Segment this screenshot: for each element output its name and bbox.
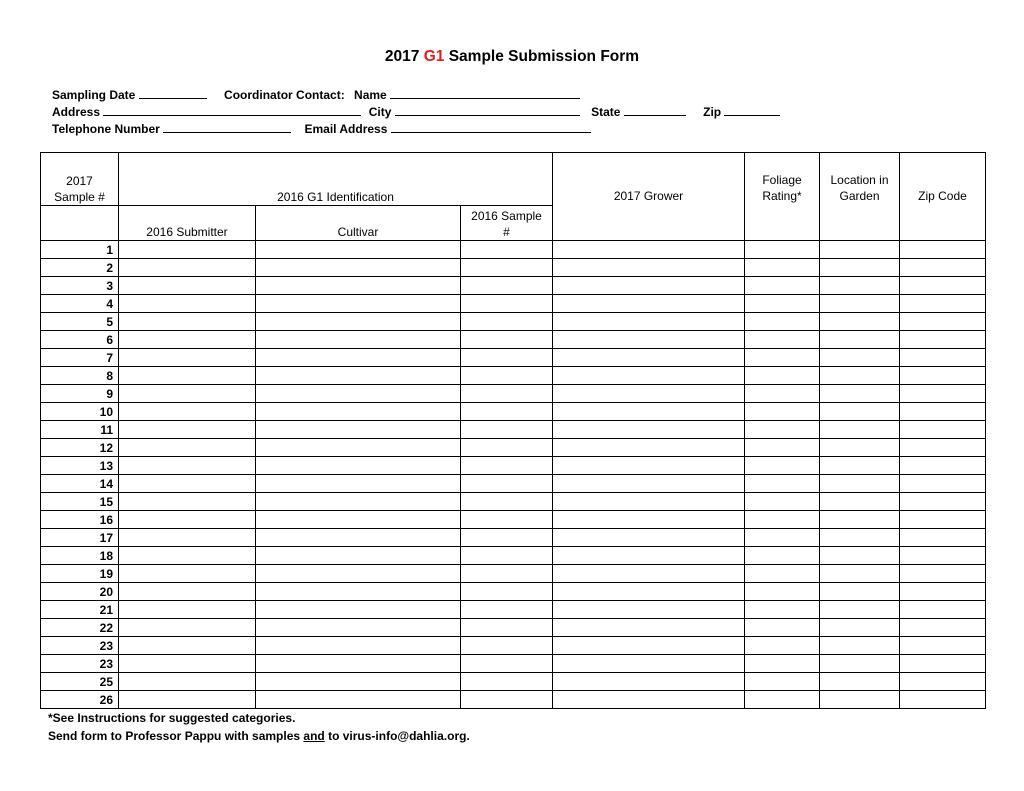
location-cell[interactable] (820, 511, 900, 529)
location-cell[interactable] (820, 331, 900, 349)
table-row (41, 403, 986, 421)
row-number: 19 (41, 565, 119, 583)
row-number: 2 (41, 259, 119, 277)
cultivar-cell[interactable] (256, 331, 461, 349)
submitter-cell[interactable] (119, 439, 256, 457)
sample-2016-cell[interactable] (461, 457, 553, 475)
row-number: 23 (41, 655, 119, 673)
grower-cell[interactable] (553, 295, 745, 313)
sample-2016-cell[interactable] (461, 565, 553, 583)
grower-cell[interactable] (553, 475, 745, 493)
cultivar-cell[interactable] (256, 673, 461, 691)
submitter-cell[interactable] (119, 655, 256, 673)
city-field[interactable] (395, 105, 580, 116)
cultivar-cell[interactable] (256, 583, 461, 601)
submitter-cell[interactable] (119, 529, 256, 547)
foliage-cell[interactable] (745, 655, 820, 673)
zip-cell[interactable] (900, 241, 986, 259)
foliage-cell[interactable] (745, 475, 820, 493)
zip-cell[interactable] (900, 475, 986, 493)
table-body (41, 241, 986, 709)
table-row (41, 511, 986, 529)
zip-cell[interactable] (900, 493, 986, 511)
table-row (41, 439, 986, 457)
location-cell[interactable] (820, 241, 900, 259)
sample-2016-cell[interactable] (461, 277, 553, 295)
grower-cell[interactable] (553, 457, 745, 475)
foliage-cell[interactable] (745, 367, 820, 385)
submitter-cell[interactable] (119, 241, 256, 259)
zip-cell[interactable] (900, 439, 986, 457)
location-cell[interactable] (820, 295, 900, 313)
row-number: 21 (41, 601, 119, 619)
grower-cell[interactable] (553, 691, 745, 709)
submitter-cell[interactable] (119, 583, 256, 601)
submitter-cell[interactable] (119, 493, 256, 511)
sample-2016-cell[interactable] (461, 259, 553, 277)
header-line-1 (52, 88, 580, 102)
submitter-cell[interactable] (119, 421, 256, 439)
col-sample-2016-header: 2016 Sample # (461, 206, 553, 241)
cultivar-cell[interactable] (256, 277, 461, 295)
zip-label: Zip (703, 105, 722, 119)
table-row (41, 493, 986, 511)
grower-cell[interactable] (553, 313, 745, 331)
grower-cell[interactable] (553, 655, 745, 673)
col-identification-header: 2016 G1 Identification (119, 153, 553, 206)
foliage-cell[interactable] (745, 403, 820, 421)
sample-2016-cell[interactable] (461, 493, 553, 511)
submitter-cell[interactable] (119, 331, 256, 349)
sampling-date-field[interactable] (139, 88, 207, 99)
zip-cell[interactable] (900, 331, 986, 349)
sample-2016-cell[interactable] (461, 439, 553, 457)
submitter-cell[interactable] (119, 619, 256, 637)
row-number: 4 (41, 295, 119, 313)
cultivar-cell[interactable] (256, 259, 461, 277)
col-location-header: Location in Garden (820, 153, 900, 241)
table-row (41, 691, 986, 709)
foliage-cell[interactable] (745, 511, 820, 529)
submitter-cell[interactable] (119, 691, 256, 709)
sample-2016-cell[interactable] (461, 349, 553, 367)
cultivar-cell[interactable] (256, 511, 461, 529)
table-row (41, 421, 986, 439)
location-cell[interactable] (820, 529, 900, 547)
table-row (41, 637, 986, 655)
foliage-cell[interactable] (745, 493, 820, 511)
zip-cell[interactable] (900, 601, 986, 619)
table-header-row (41, 153, 986, 206)
table-row (41, 619, 986, 637)
location-cell[interactable] (820, 655, 900, 673)
row-number: 22 (41, 619, 119, 637)
grower-cell[interactable] (553, 583, 745, 601)
submitter-cell[interactable] (119, 475, 256, 493)
col-sample-header: 2017 Sample # (41, 153, 119, 206)
cultivar-cell[interactable] (256, 367, 461, 385)
location-cell[interactable] (820, 259, 900, 277)
submitter-cell[interactable] (119, 349, 256, 367)
table-row (41, 313, 986, 331)
zip-cell[interactable] (900, 637, 986, 655)
sample-2016-cell[interactable] (461, 619, 553, 637)
cultivar-cell[interactable] (256, 493, 461, 511)
submission-table (40, 152, 986, 709)
sample-2016-cell[interactable] (461, 421, 553, 439)
sample-2016-cell[interactable] (461, 313, 553, 331)
cultivar-cell[interactable] (256, 421, 461, 439)
grower-cell[interactable] (553, 349, 745, 367)
zip-cell[interactable] (900, 511, 986, 529)
foliage-cell[interactable] (745, 691, 820, 709)
footer-send (48, 729, 470, 743)
foliage-cell[interactable] (745, 241, 820, 259)
sample-2016-cell[interactable] (461, 331, 553, 349)
row-number: 16 (41, 511, 119, 529)
location-cell[interactable] (820, 475, 900, 493)
telephone-field[interactable] (163, 122, 291, 133)
cultivar-cell[interactable] (256, 601, 461, 619)
foliage-cell[interactable] (745, 583, 820, 601)
table-row (41, 529, 986, 547)
location-cell[interactable] (820, 385, 900, 403)
sample-2016-cell[interactable] (461, 529, 553, 547)
row-number: 11 (41, 421, 119, 439)
row-number: 13 (41, 457, 119, 475)
cultivar-cell[interactable] (256, 619, 461, 637)
title-text: Sample Submission Form (448, 48, 640, 65)
table-row (41, 241, 986, 259)
zip-cell[interactable] (900, 457, 986, 475)
telephone-label: Telephone Number (52, 122, 160, 136)
zip-cell[interactable] (900, 259, 986, 277)
cultivar-cell[interactable] (256, 691, 461, 709)
cultivar-cell[interactable] (256, 565, 461, 583)
foliage-cell[interactable] (745, 259, 820, 277)
location-cell[interactable] (820, 349, 900, 367)
submitter-cell[interactable] (119, 313, 256, 331)
grower-cell[interactable] (553, 565, 745, 583)
grower-cell[interactable] (553, 547, 745, 565)
table-row (41, 601, 986, 619)
table-row (41, 259, 986, 277)
grower-cell[interactable] (553, 277, 745, 295)
zip-cell[interactable] (900, 403, 986, 421)
zip-cell[interactable] (900, 349, 986, 367)
submitter-cell[interactable] (119, 547, 256, 565)
col-zip-header: Zip Code (900, 153, 986, 241)
grower-cell[interactable] (553, 331, 745, 349)
sample-2016-cell[interactable] (461, 673, 553, 691)
table-row (41, 457, 986, 475)
table-row (41, 367, 986, 385)
grower-cell[interactable] (553, 637, 745, 655)
address-field[interactable] (103, 105, 361, 116)
submitter-cell[interactable] (119, 457, 256, 475)
cultivar-cell[interactable] (256, 241, 461, 259)
table-row (41, 583, 986, 601)
cultivar-cell[interactable] (256, 655, 461, 673)
row-number: 3 (41, 277, 119, 295)
row-number: 10 (41, 403, 119, 421)
cultivar-cell[interactable] (256, 349, 461, 367)
cultivar-cell[interactable] (256, 457, 461, 475)
location-cell[interactable] (820, 673, 900, 691)
header-line-3 (52, 122, 591, 136)
location-cell[interactable] (820, 547, 900, 565)
grower-cell[interactable] (553, 673, 745, 691)
sample-2016-cell[interactable] (461, 241, 553, 259)
sampling-date-label: Sampling Date (52, 88, 136, 102)
table-row (41, 475, 986, 493)
coordinator-contact-label: Coordinator Contact: (224, 88, 345, 102)
grower-cell[interactable] (553, 601, 745, 619)
zip-cell[interactable] (900, 421, 986, 439)
row-number: 9 (41, 385, 119, 403)
foliage-cell[interactable] (745, 295, 820, 313)
sample-2016-cell[interactable] (461, 385, 553, 403)
foliage-cell[interactable] (745, 565, 820, 583)
zip-cell[interactable] (900, 673, 986, 691)
foliage-cell[interactable] (745, 349, 820, 367)
row-number: 25 (41, 673, 119, 691)
location-cell[interactable] (820, 457, 900, 475)
grower-cell[interactable] (553, 493, 745, 511)
row-number: 12 (41, 439, 119, 457)
row-number: 14 (41, 475, 119, 493)
location-cell[interactable] (820, 421, 900, 439)
location-cell[interactable] (820, 583, 900, 601)
title-g1-highlight: G1 (423, 48, 445, 65)
submitter-cell[interactable] (119, 511, 256, 529)
foliage-cell[interactable] (745, 601, 820, 619)
submitter-cell[interactable] (119, 277, 256, 295)
table-row (41, 547, 986, 565)
zip-cell[interactable] (900, 655, 986, 673)
col-foliage-header: Foliage Rating* (745, 153, 820, 241)
foliage-cell[interactable] (745, 619, 820, 637)
foliage-cell[interactable] (745, 277, 820, 295)
table-row (41, 349, 986, 367)
location-cell[interactable] (820, 493, 900, 511)
sample-2016-cell[interactable] (461, 655, 553, 673)
header-line-2 (52, 105, 780, 119)
row-number: 6 (41, 331, 119, 349)
grower-cell[interactable] (553, 439, 745, 457)
row-number: 5 (41, 313, 119, 331)
table-row (41, 331, 986, 349)
foliage-cell[interactable] (745, 385, 820, 403)
col-submitter-header: 2016 Submitter (119, 206, 256, 241)
location-cell[interactable] (820, 601, 900, 619)
row-number: 1 (41, 241, 119, 259)
foliage-cell[interactable] (745, 331, 820, 349)
col-grower-header: 2017 Grower (553, 153, 745, 241)
submitter-cell[interactable] (119, 673, 256, 691)
location-cell[interactable] (820, 691, 900, 709)
zip-cell[interactable] (900, 313, 986, 331)
row-number: 23 (41, 637, 119, 655)
zip-cell[interactable] (900, 619, 986, 637)
row-number: 20 (41, 583, 119, 601)
sample-2016-cell[interactable] (461, 475, 553, 493)
subheader-blank (41, 206, 119, 241)
email-label: Email Address (304, 122, 388, 136)
sample-2016-cell[interactable] (461, 601, 553, 619)
foliage-cell[interactable] (745, 529, 820, 547)
location-cell[interactable] (820, 403, 900, 421)
cultivar-cell[interactable] (256, 637, 461, 655)
cultivar-cell[interactable] (256, 439, 461, 457)
zip-cell[interactable] (900, 277, 986, 295)
table-row (41, 673, 986, 691)
sample-2016-cell[interactable] (461, 511, 553, 529)
col-cultivar-header: Cultivar (256, 206, 461, 241)
zip-cell[interactable] (900, 295, 986, 313)
grower-cell[interactable] (553, 385, 745, 403)
title-year: 2017 (384, 48, 420, 65)
foliage-cell[interactable] (745, 439, 820, 457)
zip-cell[interactable] (900, 583, 986, 601)
sample-2016-cell[interactable] (461, 691, 553, 709)
sample-2016-cell[interactable] (461, 547, 553, 565)
city-label: City (368, 105, 392, 119)
grower-cell[interactable] (553, 259, 745, 277)
sample-2016-cell[interactable] (461, 583, 553, 601)
foliage-cell[interactable] (745, 421, 820, 439)
grower-cell[interactable] (553, 529, 745, 547)
location-cell[interactable] (820, 367, 900, 385)
submitter-cell[interactable] (119, 637, 256, 655)
submitter-cell[interactable] (119, 601, 256, 619)
row-number: 7 (41, 349, 119, 367)
sample-2016-cell[interactable] (461, 637, 553, 655)
zip-cell[interactable] (900, 367, 986, 385)
grower-cell[interactable] (553, 241, 745, 259)
grower-cell[interactable] (553, 421, 745, 439)
foliage-cell[interactable] (745, 313, 820, 331)
row-number: 18 (41, 547, 119, 565)
row-number: 15 (41, 493, 119, 511)
submitter-cell[interactable] (119, 385, 256, 403)
row-number: 17 (41, 529, 119, 547)
location-cell[interactable] (820, 439, 900, 457)
submitter-cell[interactable] (119, 367, 256, 385)
zip-cell[interactable] (900, 691, 986, 709)
state-label: State (591, 105, 621, 119)
cultivar-cell[interactable] (256, 385, 461, 403)
row-number: 26 (41, 691, 119, 709)
grower-cell[interactable] (553, 367, 745, 385)
footer-send-and: and (303, 729, 325, 743)
sample-2016-cell[interactable] (461, 367, 553, 385)
footer-send-prefix: Send form to Professor Pappu with samples (48, 729, 304, 743)
foliage-cell[interactable] (745, 673, 820, 691)
submitter-cell[interactable] (119, 259, 256, 277)
cultivar-cell[interactable] (256, 403, 461, 421)
submitter-cell[interactable] (119, 565, 256, 583)
sample-2016-cell[interactable] (461, 295, 553, 313)
location-cell[interactable] (820, 277, 900, 295)
name-field[interactable] (390, 88, 580, 99)
location-cell[interactable] (820, 313, 900, 331)
submitter-cell[interactable] (119, 403, 256, 421)
zip-cell[interactable] (900, 547, 986, 565)
footer-note: *See Instructions for suggested categories. (48, 711, 296, 725)
table-row (41, 655, 986, 673)
location-cell[interactable] (820, 619, 900, 637)
location-cell[interactable] (820, 565, 900, 583)
table-row (41, 277, 986, 295)
foliage-cell[interactable] (745, 457, 820, 475)
grower-cell[interactable] (553, 619, 745, 637)
table-row (41, 295, 986, 313)
cultivar-cell[interactable] (256, 529, 461, 547)
cultivar-cell[interactable] (256, 313, 461, 331)
table-row (41, 385, 986, 403)
cultivar-cell[interactable] (256, 295, 461, 313)
zip-field[interactable] (724, 105, 780, 116)
sample-2016-cell[interactable] (461, 403, 553, 421)
grower-cell[interactable] (553, 511, 745, 529)
zip-cell[interactable] (900, 385, 986, 403)
cultivar-cell[interactable] (256, 475, 461, 493)
email-field[interactable] (391, 122, 591, 133)
address-label: Address (52, 105, 101, 119)
footer-send-suffix: to virus-info@dahlia.org. (324, 729, 470, 743)
submitter-cell[interactable] (119, 295, 256, 313)
state-field[interactable] (624, 105, 686, 116)
zip-cell[interactable] (900, 565, 986, 583)
table-row (41, 565, 986, 583)
zip-cell[interactable] (900, 529, 986, 547)
location-cell[interactable] (820, 637, 900, 655)
row-number: 8 (41, 367, 119, 385)
name-label: Name (354, 88, 387, 102)
form-title (0, 48, 1024, 66)
foliage-cell[interactable] (745, 637, 820, 655)
foliage-cell[interactable] (745, 547, 820, 565)
grower-cell[interactable] (553, 403, 745, 421)
cultivar-cell[interactable] (256, 547, 461, 565)
